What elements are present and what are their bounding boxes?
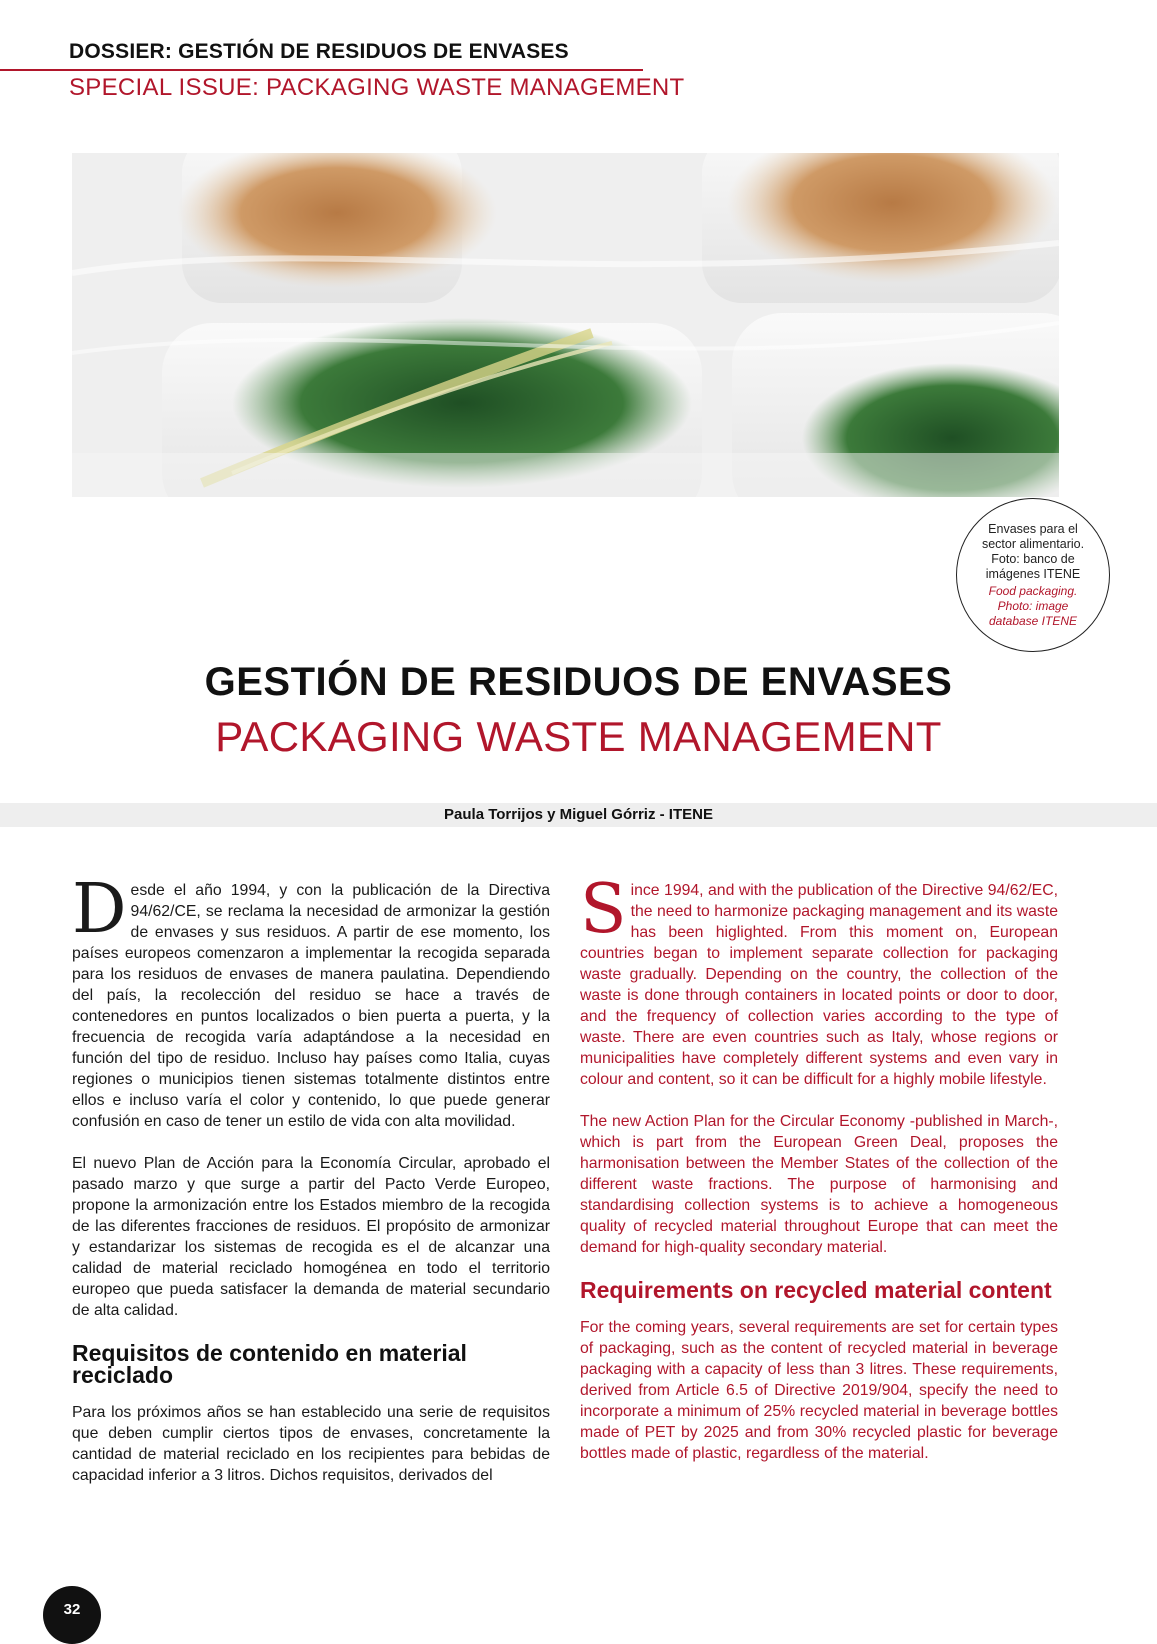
paragraph	[580, 870, 1058, 1090]
article-title-en: PACKAGING WASTE MANAGEMENT	[215, 713, 942, 760]
food-packaging-photo	[72, 153, 1059, 497]
header-divider	[0, 69, 643, 71]
paragraph	[72, 870, 550, 1132]
paragraph: The new Action Plan for the Circular Economy -published in March-, which is part from the European Green Deal, proposes the harmonisation between the Member States of the collection of the different waste fractions. The purpose of harmonising and standardising collection systems is to achieve a homogeneous quality of recycled material throughout Europe that can meet the demand for high-quality secondary material.	[580, 1113, 1058, 1256]
column-english	[580, 870, 1058, 1485]
column-spanish	[72, 870, 550, 1507]
drop-cap: D	[72, 870, 127, 949]
section-title-es: DOSSIER: GESTIÓN DE RESIDUOS DE ENVASES	[69, 40, 569, 63]
paragraph: El nuevo Plan de Acción para la Economía Circular, aprobado el pasado marzo y que surge a partir del Pacto Verde Europeo, propone la armonización entre los Estados miembro de la recogida de las diferentes fracciones de residuos. El propósito de armonizar y estandarizar los sistemas de recogida es el de alcanzar una calidad de material reciclado homogénea en todo el territorio europeo que pueda satisfacer la demanda de material secundario de alta calidad.	[72, 1155, 550, 1319]
drop-cap: S	[580, 870, 627, 949]
paragraph-text: ince 1994, and with the publication of the Directive 94/62/EC, the need to harmonize packaging management and its waste has been higlighted. From this moment on, European countries began to implement separate collection for packaging waste gradually. Depending on the country, the collection of the waste is done through containers in located points or door to door, and the frequency of collection varies according to the type of waste. There are even countries such as Italy, whose regions or municipalities have completely different systems and even vary in colour and content, so it can be difficult for a highly mobile lifestyle.	[580, 882, 1058, 1088]
caption-text-es: Envases para el sector alimentario. Foto: banco de imágenes ITENE	[981, 521, 1085, 581]
section-heading: Requisitos de contenido en material reciclado	[72, 1340, 467, 1388]
photo-caption	[956, 498, 1110, 652]
page-number: 32	[43, 1586, 101, 1644]
paragraph: Para los próximos años se han establecido una serie de requisitos que deben cumplir ciertos tipos de envases, concretamente la cantidad de material reciclado en los recipientes para bebidas de capacidad inferior a 3 litros. Dichos requisitos, derivados del	[72, 1404, 550, 1484]
paragraph: For the coming years, several requirements are set for certain types of packaging, such as the content of recycled material in beverage packaging with a capacity of less than 3 litres. These requirements, derived from Article 6.5 of Directive 2019/904, specify the need to incorporate a minimum of 25% recycled material in beverage bottles made of PET by 2025 and from 30% recycled plastic for beverage bottles made of plastic, regardless of the material.	[580, 1319, 1058, 1462]
caption-text-en: Food packaging. Photo: image database ITENE	[988, 583, 1078, 628]
section-heading: Requirements on recycled material content	[580, 1277, 1052, 1303]
paragraph-text: esde el año 1994, y con la publicación de la Directiva 94/62/CE, se reclama la necesidad de armonizar la gestión de envases y sus residuos. A partir de ese momento, los países europeos comenzaron a implementar la recogida separada para los residuos de envases de manera paulatina. Dependiendo del país, la recolección del residuo se hace a través de contenedores en puntos localizados o bien puerta a puerta, y la frecuencia de recogida varía adaptándose a la necesidad en función del tipo de residuo. Incluso hay países como Italia, cuyas regiones o municipios tienen sistemas totalmente distintos entre ellos e incluso varía el color y contenido, lo que puede generar confusión en caso de tener un estilo de vida con alta movilidad.	[72, 882, 550, 1130]
article-title-es: GESTIÓN DE RESIDUOS DE ENVASES	[204, 660, 953, 704]
article-authors: Paula Torrijos y Miguel Górriz - ITENE	[444, 806, 713, 823]
section-title-en: SPECIAL ISSUE: PACKAGING WASTE MANAGEMENT	[69, 74, 685, 101]
